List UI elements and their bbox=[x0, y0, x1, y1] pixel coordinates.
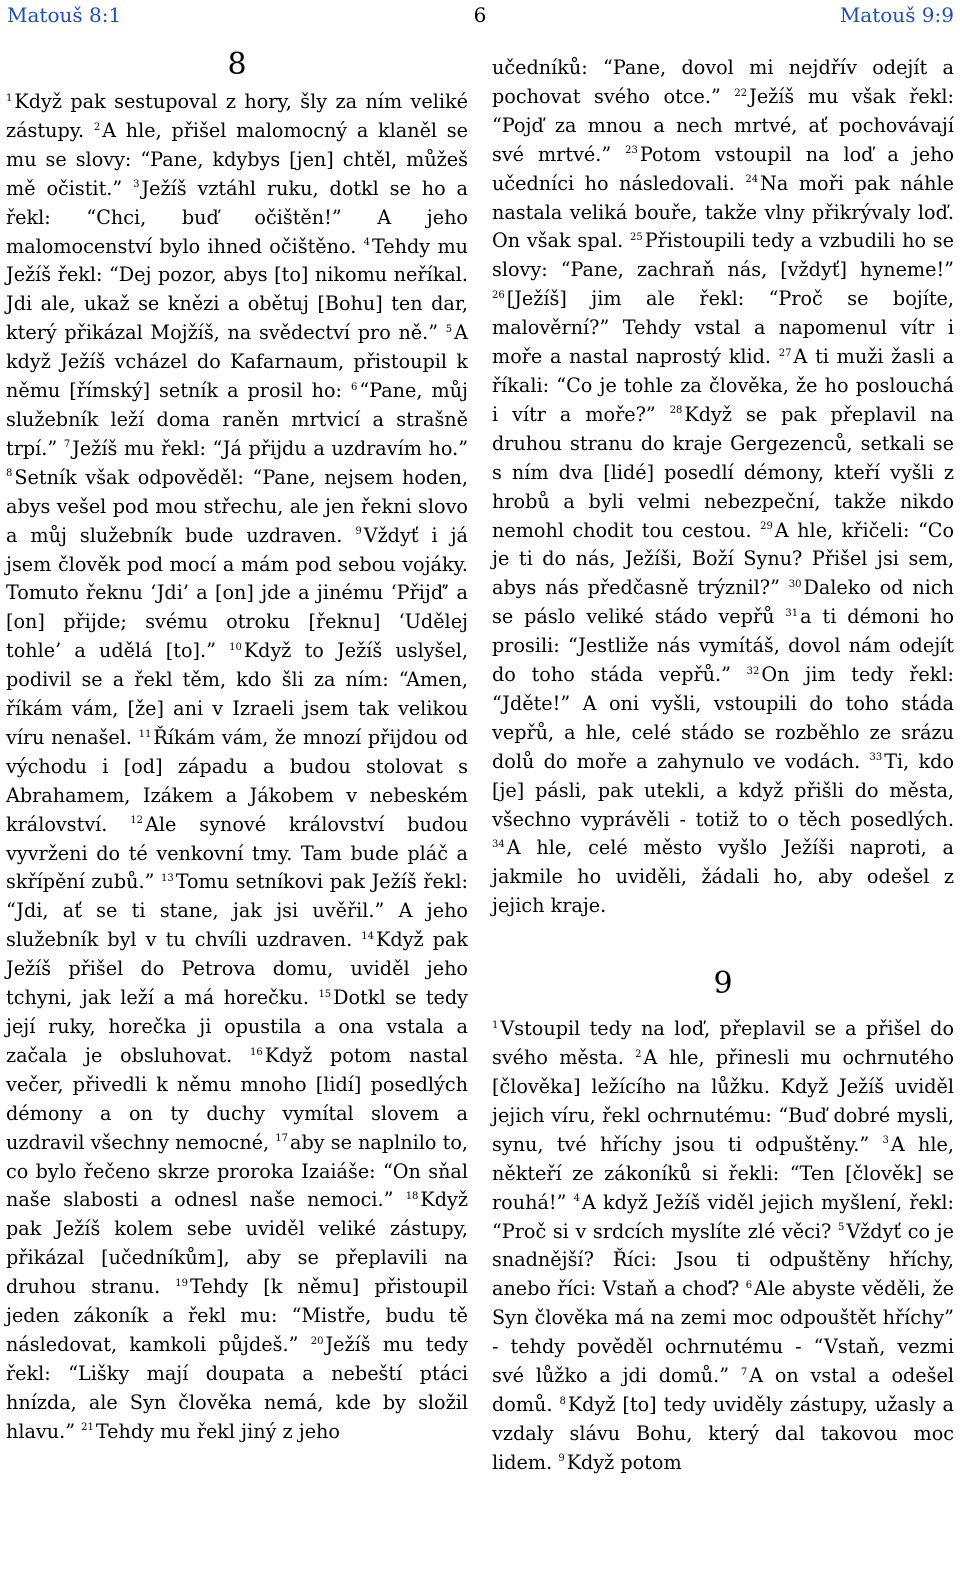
verse-number: 24 bbox=[745, 174, 759, 186]
verse-number: 9 bbox=[355, 526, 362, 538]
header-right-reference[interactable]: Matouš 9:9 bbox=[839, 3, 954, 27]
verse-text: Když potom bbox=[566, 1450, 682, 1474]
verse-number: 33 bbox=[869, 752, 883, 764]
verse-number: 23 bbox=[625, 145, 638, 157]
verse-text: Ježíš mu však řekl: “Pojď za mnou a nech mrtvé, ať pochovávají své mrtvé.” bbox=[492, 84, 954, 166]
verse-text: Ale abyste věděli, že Syn člověka má na zemi moc odpouštět hříchy” - tehdy pověděl ochrnutému - “Vstaň, vezmi své lůžko a jdi domů.” bbox=[492, 1277, 955, 1388]
verse-number: 25 bbox=[629, 232, 643, 244]
verse-text: Setník však odpověděl: “Pane, nejsem hoden, abys vešel pod mou střechu, ale jen řekni slovo a můj služebník bude uzdraven. bbox=[6, 465, 468, 547]
verse-number: 8 bbox=[6, 468, 13, 480]
verse-number: 5 bbox=[837, 1222, 845, 1234]
verse-number: 19 bbox=[175, 1277, 189, 1289]
verse-number: 29 bbox=[760, 521, 773, 533]
verse-text: Tehdy [k němu] přistoupil jeden zákoník a řekl mu: “Mistře, budu tě následovat, kamkoli půjdeš.” bbox=[6, 1275, 468, 1356]
verse-text: Vždyť i já jsem člověk pod mocí a mám pod sebou vojáky. Tomuto řeknu ‘Jdi’ a [on] jde a jinému ‘Přijď’ a [on] přijde; svému otroku [řeknu] ‘Udělej tohle’ a udělá [to].” bbox=[6, 523, 468, 663]
verse-text: Na moři pak náhle nastala veliká bouře, takže vlny přikrývaly loď. On však spal. bbox=[492, 171, 955, 253]
verse-text: učedníků: “Pane, dovol mi nejdřív odejít a pochovat svého otce.” bbox=[492, 56, 954, 108]
verse-number: 17 bbox=[275, 1133, 289, 1145]
verse-text: Dotkl se tedy její ruky, horečka ji opustila a ona vstala a začala je obsluhovat. bbox=[6, 986, 469, 1067]
chapter-number: 8 bbox=[227, 47, 247, 82]
verse-text: A hle, celé město vyšlo Ježíši naproti, a jakmile ho uviděli, žádali ho, aby odešel z jejich kraje. bbox=[492, 836, 954, 918]
verse-number: 31 bbox=[785, 607, 799, 619]
verse-number: 5 bbox=[445, 323, 453, 335]
verse-text: Daleko od nich se páslo veliké stádo vepřů bbox=[492, 576, 954, 629]
verse-number: 34 bbox=[492, 839, 505, 851]
verse-text: Když [to] tedy uviděly zástupy, užasly a vzdaly slávu Bohu, který dal takovou moc lidem. bbox=[492, 1392, 954, 1474]
verse-number: 4 bbox=[363, 237, 370, 249]
verse-number: 8 bbox=[559, 1395, 566, 1407]
page-number: 6 bbox=[473, 3, 487, 27]
verse-text: A když Ježíš viděl jejich myšlení, řekl: “Proč si v srdcích myslíte zlé věci? bbox=[492, 1190, 955, 1243]
verse-text: A ti muži žasli a říkali: “Co je tohle za člověka, že ho poslouchá i vítr a moře?” bbox=[492, 345, 954, 426]
verse-number: 7 bbox=[63, 439, 71, 451]
chapter-number: 9 bbox=[713, 966, 733, 1002]
verse-number: 32 bbox=[746, 665, 760, 677]
verse-text: Když pak sestupoval z hory, šly za ním veliké zástupy. bbox=[6, 90, 468, 142]
verse-text: Když pak Ježíš přišel do Petrova domu, uviděl jeho tchyni, jak leží a má horečku. bbox=[6, 928, 469, 1010]
verse-text: Tehdy mu řekl jiný z jeho bbox=[95, 1419, 340, 1443]
page-header bbox=[0, 0, 960, 34]
verse-text: A když Ježíš vcházel do Kafarnaum, přistoupil k němu [římský] setník a prosil ho: bbox=[6, 321, 468, 403]
verse-number: 10 bbox=[229, 641, 242, 653]
verse-number: 3 bbox=[133, 179, 140, 191]
verse-number: 7 bbox=[740, 1366, 748, 1378]
left-column bbox=[6, 48, 468, 1447]
verse-number: 3 bbox=[882, 1135, 889, 1147]
verse-text: a ti démoni ho prosili: “Jestliže nás vymítáš, dovol nám odejít do toho stáda vepřů.” bbox=[492, 605, 955, 687]
verse-number: 14 bbox=[361, 930, 374, 942]
verse-number: 1 bbox=[6, 92, 13, 104]
verse-number: 2 bbox=[635, 1048, 642, 1060]
verse-number: 4 bbox=[573, 1193, 580, 1205]
verse-number: 21 bbox=[81, 1422, 94, 1434]
verse-text: On jim tedy řekl: “Jděte!” A oni vyšli, vstoupili do toho stáda vepřů, a hle, celé stádo se rozběhlo ze srázu dolů do moře a zahynulo ve vodách. bbox=[492, 663, 954, 773]
chapter-text bbox=[492, 1015, 954, 1478]
verse-text: [Ježíš] jim ale řekl: “Proč se bojíte, malověrní?” Tehdy vstal a napomenul vítr i moře a nastal naprostý klid. bbox=[492, 287, 954, 369]
verse-text: Tehdy mu Ježíš řekl: “Dej pozor, abys [to] nikomu neříkal. Jdi ale, ukaž se knězi a obětuj [Bohu] ten dar, který přikázal Mojžíš, na svědectví pro ně.” bbox=[6, 234, 469, 345]
verse-number: 6 bbox=[745, 1279, 753, 1291]
chapter-text-continued bbox=[492, 54, 954, 921]
verse-number: 2 bbox=[93, 121, 101, 133]
verse-text: Když potom nastal večer, přivedli k němu mnoho [lidí] posedlých démony a on ty duchy vymítal slovem a uzdravil všechny nemocné, bbox=[6, 1043, 468, 1154]
verse-number: 11 bbox=[138, 728, 152, 740]
verse-number: 30 bbox=[788, 578, 802, 590]
verse-text: A hle, někteří ze zákoníků si řekli: “Ten [člověk] se rouhá!” bbox=[492, 1132, 955, 1214]
verse-text: Tomu setníkovi pak Ježíš řekl: “Jdi, ať se ti stane, jak jsi uvěřil.” A jeho služebník byl v tu chvíli uzdraven. bbox=[6, 870, 468, 952]
verse-text: A on vstal a odešel domů. bbox=[492, 1364, 954, 1416]
verse-text: Ježíš mu tedy řekl: “Lišky mají doupata a nebeští ptáci hnízda, ale Syn člověka nemá, kde by složil hlavu.” bbox=[6, 1332, 468, 1443]
verse-text: Říkám vám, že mnozí přijdou od východu i [od] západu a budou stolovat s Abrahamem, Izákem a Jákobem v nebeském království. bbox=[6, 725, 469, 836]
verse-text: A hle, křičeli: “Co je ti do nás, Ježíši, Boží Synu? Přišel jsi sem, abys nás předčasně trýznil?” bbox=[492, 518, 954, 600]
verse-text: Vstoupil tedy na loď, přeplavil se a přišel do svého města. bbox=[492, 1017, 954, 1070]
verse-number: 26 bbox=[492, 289, 505, 301]
verse-text: “Pane, můj služebník leží doma raněn mrtvicí a strašně trpí.” bbox=[6, 379, 468, 460]
verse-text: Potom vstoupil na loď a jeho učedníci ho následovali. bbox=[492, 142, 955, 195]
verse-text: aby se naplnilo to, co bylo řečeno skrze proroka Izaiáše: “On sňal naše slabosti a odnesl naše nemoci.” bbox=[6, 1130, 468, 1212]
chapter-text bbox=[6, 88, 468, 1447]
right-column bbox=[492, 54, 954, 1478]
verse-number: 6 bbox=[351, 381, 358, 393]
verse-number: 1 bbox=[492, 1019, 499, 1031]
verse-number: 18 bbox=[405, 1191, 419, 1203]
verse-number: 28 bbox=[669, 405, 683, 417]
verse-text: Když se pak přeplavil na druhou stranu do kraje Gergezenců, setkali se s ním dva [lidé] posedlí démony, kteří vyšli z hrobů a byli velmi nebezpeční, takže nikdo nemohl chodit tou cestou. bbox=[492, 402, 954, 542]
verse-text: Ježíš mu řekl: “Já přijdu a uzdravím ho.” bbox=[72, 436, 469, 460]
verse-number: 27 bbox=[778, 347, 792, 359]
verse-text: Ale synové království budou vyvrženi do té venkovní tmy. Tam bude pláč a skřípění zubů.” bbox=[6, 812, 468, 894]
verse-text: Ježíš vztáhl ruku, dotkl se ho a řekl: “Chci, buď očištěn!” A jeho malomocenství bylo ihned očištěno. bbox=[6, 176, 468, 258]
verse-text: Když to Ježíš uslyšel, podivil se a řekl těm, kdo šli za ním: “Amen, říkám vám, [že] ani v Izraeli jsem tak velikou víru nenašel. bbox=[6, 639, 468, 749]
verse-text: Přistoupili tedy a vzbudili ho se slovy: “Pane, zachraň nás, [vždyť] hyneme!” bbox=[492, 229, 954, 282]
verse-text: A hle, přišel malomocný a klaněl se mu se slovy: “Pane, kdybys [jen] chtěl, můžeš mě očistit.” bbox=[6, 118, 468, 200]
verse-number: 12 bbox=[130, 815, 144, 827]
verse-number: 9 bbox=[558, 1453, 565, 1465]
header-left-reference[interactable]: Matouš 8:1 bbox=[7, 3, 122, 27]
verse-text: Ti, kdo [je] pásli, pak utekli, a když přišli do města, všechno vyprávěli - totiž to o těch posedlých. bbox=[492, 749, 954, 831]
verse-number: 16 bbox=[250, 1046, 263, 1058]
verse-number: 22 bbox=[734, 87, 748, 99]
verse-text: Vždyť co je snadnější? Říci: Jsou ti odpuštěny hříchy, anebo říci: Vstaň a choď? bbox=[492, 1219, 954, 1301]
verse-text: A hle, přinesli mu ochrnutého [člověka] ležícího na lůžku. Když Ježíš uviděl jejich víru, řekl ochrnutému: “Buď dobré mysli, synu, tvé hříchy jsou ti odpuštěny.” bbox=[492, 1046, 954, 1156]
verse-number: 20 bbox=[310, 1335, 324, 1347]
verse-number: 15 bbox=[318, 988, 332, 1000]
verse-number: 13 bbox=[160, 873, 174, 885]
verse-text: Když pak Ježíš kolem sebe uviděl veliké zástupy, přikázal [učedníkům], aby se přeplavili na druhou stranu. bbox=[6, 1188, 468, 1299]
